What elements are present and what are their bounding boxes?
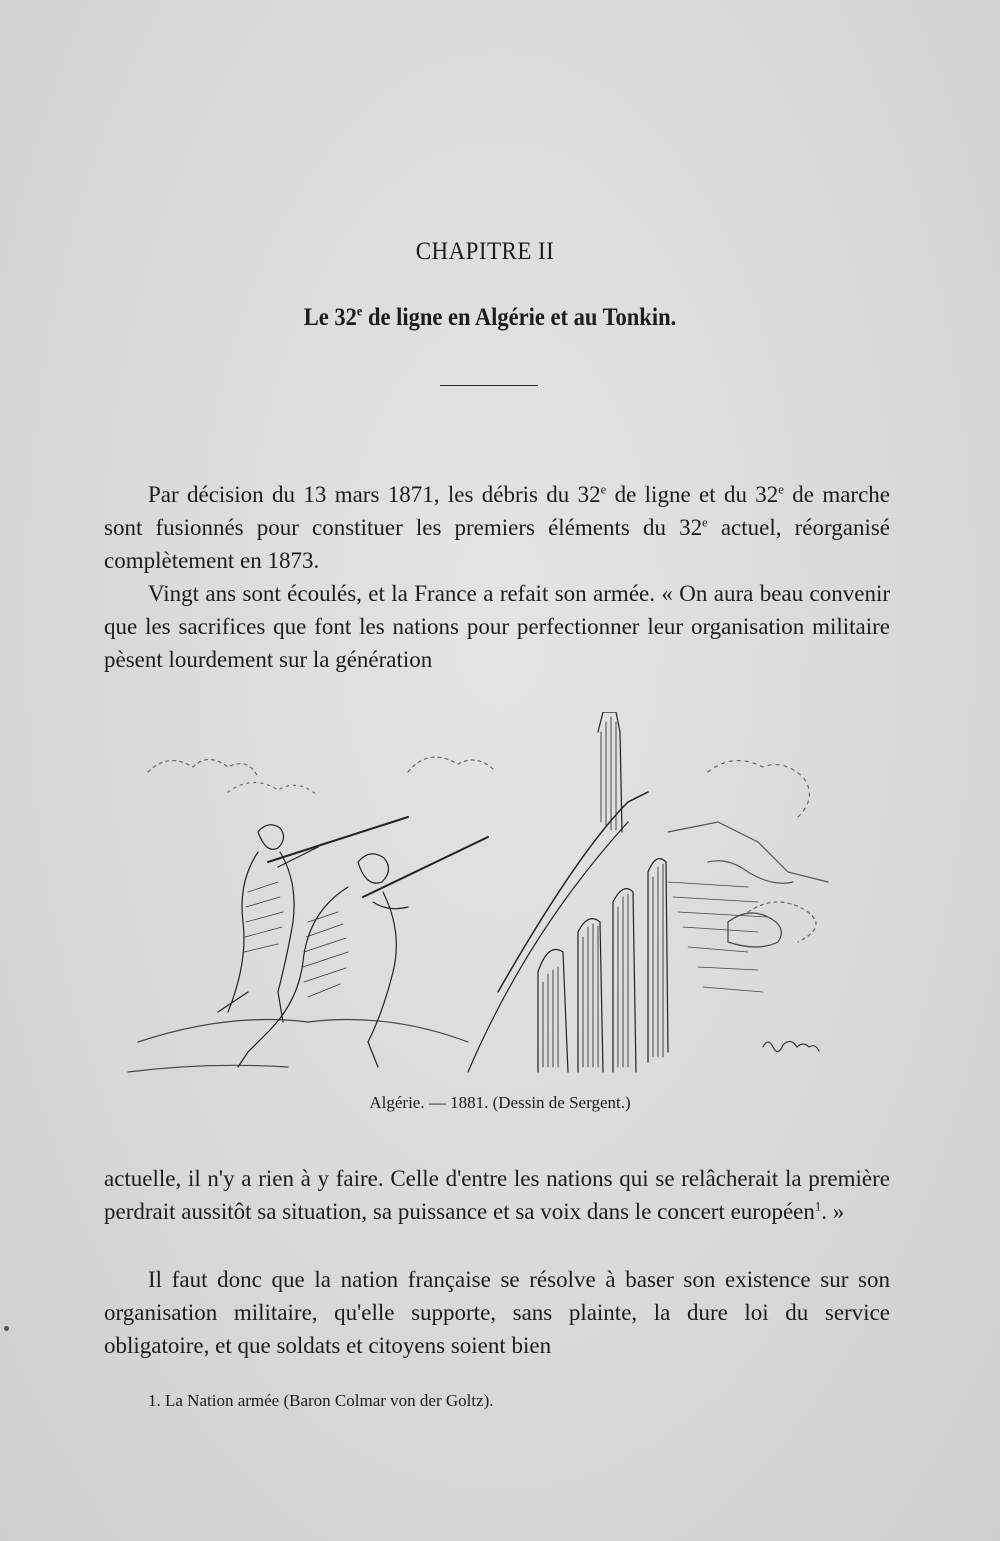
footnote: 1. La Nation armée (Baron Colmar von der Goltz). bbox=[148, 1391, 494, 1410]
figure-caption: Algérie. — 1881. (Dessin de Sergent.) bbox=[369, 1093, 631, 1112]
p1-text-c: de marche sont fusionnés pour constituer les premiers éléments du 32 bbox=[104, 482, 890, 540]
subtitle-superscript: e bbox=[356, 303, 363, 319]
p1-text-a: Par décision du 13 mars 1871, les débris du 32 bbox=[148, 482, 601, 507]
illustration-figure bbox=[108, 712, 888, 1092]
p1-sup-3: e bbox=[702, 515, 708, 530]
paragraph-1 bbox=[104, 478, 890, 676]
paragraph-1b: Vingt ans sont écoulés, et la France a refait son armée. « On aura beau convenir que les sacrifices que font les nations pour perfectionner leur organisation militaire pèsent lourdement sur la génération bbox=[104, 581, 890, 672]
subtitle-prefix: Le 32 bbox=[303, 304, 357, 331]
chapter-subtitle bbox=[49, 304, 931, 332]
ink-speck bbox=[4, 1326, 9, 1331]
subtitle-suffix: de ligne en Algérie et au Tonkin. bbox=[362, 304, 677, 331]
title-divider bbox=[440, 385, 538, 386]
p2-text-a: actuelle, il n'y a rien à y faire. Celle d'entre les nations qui se relâcherait la première perdrait aussitôt sa situation, sa puissance et sa voix dans le concert européen bbox=[104, 1166, 890, 1224]
p1-text-d: actuel, réorganisé complètement en 1873. bbox=[104, 515, 890, 573]
p2-text-b: . » bbox=[821, 1199, 845, 1224]
p1-sup-1: e bbox=[600, 482, 607, 497]
paragraph-2 bbox=[104, 1162, 890, 1228]
chapter-title: CHAPITRE II bbox=[415, 238, 555, 265]
footnote-reference[interactable]: 1 bbox=[814, 1199, 822, 1214]
p1-sup-2: e bbox=[778, 482, 784, 497]
soldiers-illustration bbox=[108, 712, 888, 1092]
paragraph-3: Il faut donc que la nation française se résolve à baser son existence sur son organisation militaire, qu'elle supporte, sans plainte, la dure loi du service obligatoire, et que soldats et citoyens soient bien bbox=[104, 1267, 890, 1358]
p1-text-b: de ligne et du 32 bbox=[606, 482, 779, 507]
